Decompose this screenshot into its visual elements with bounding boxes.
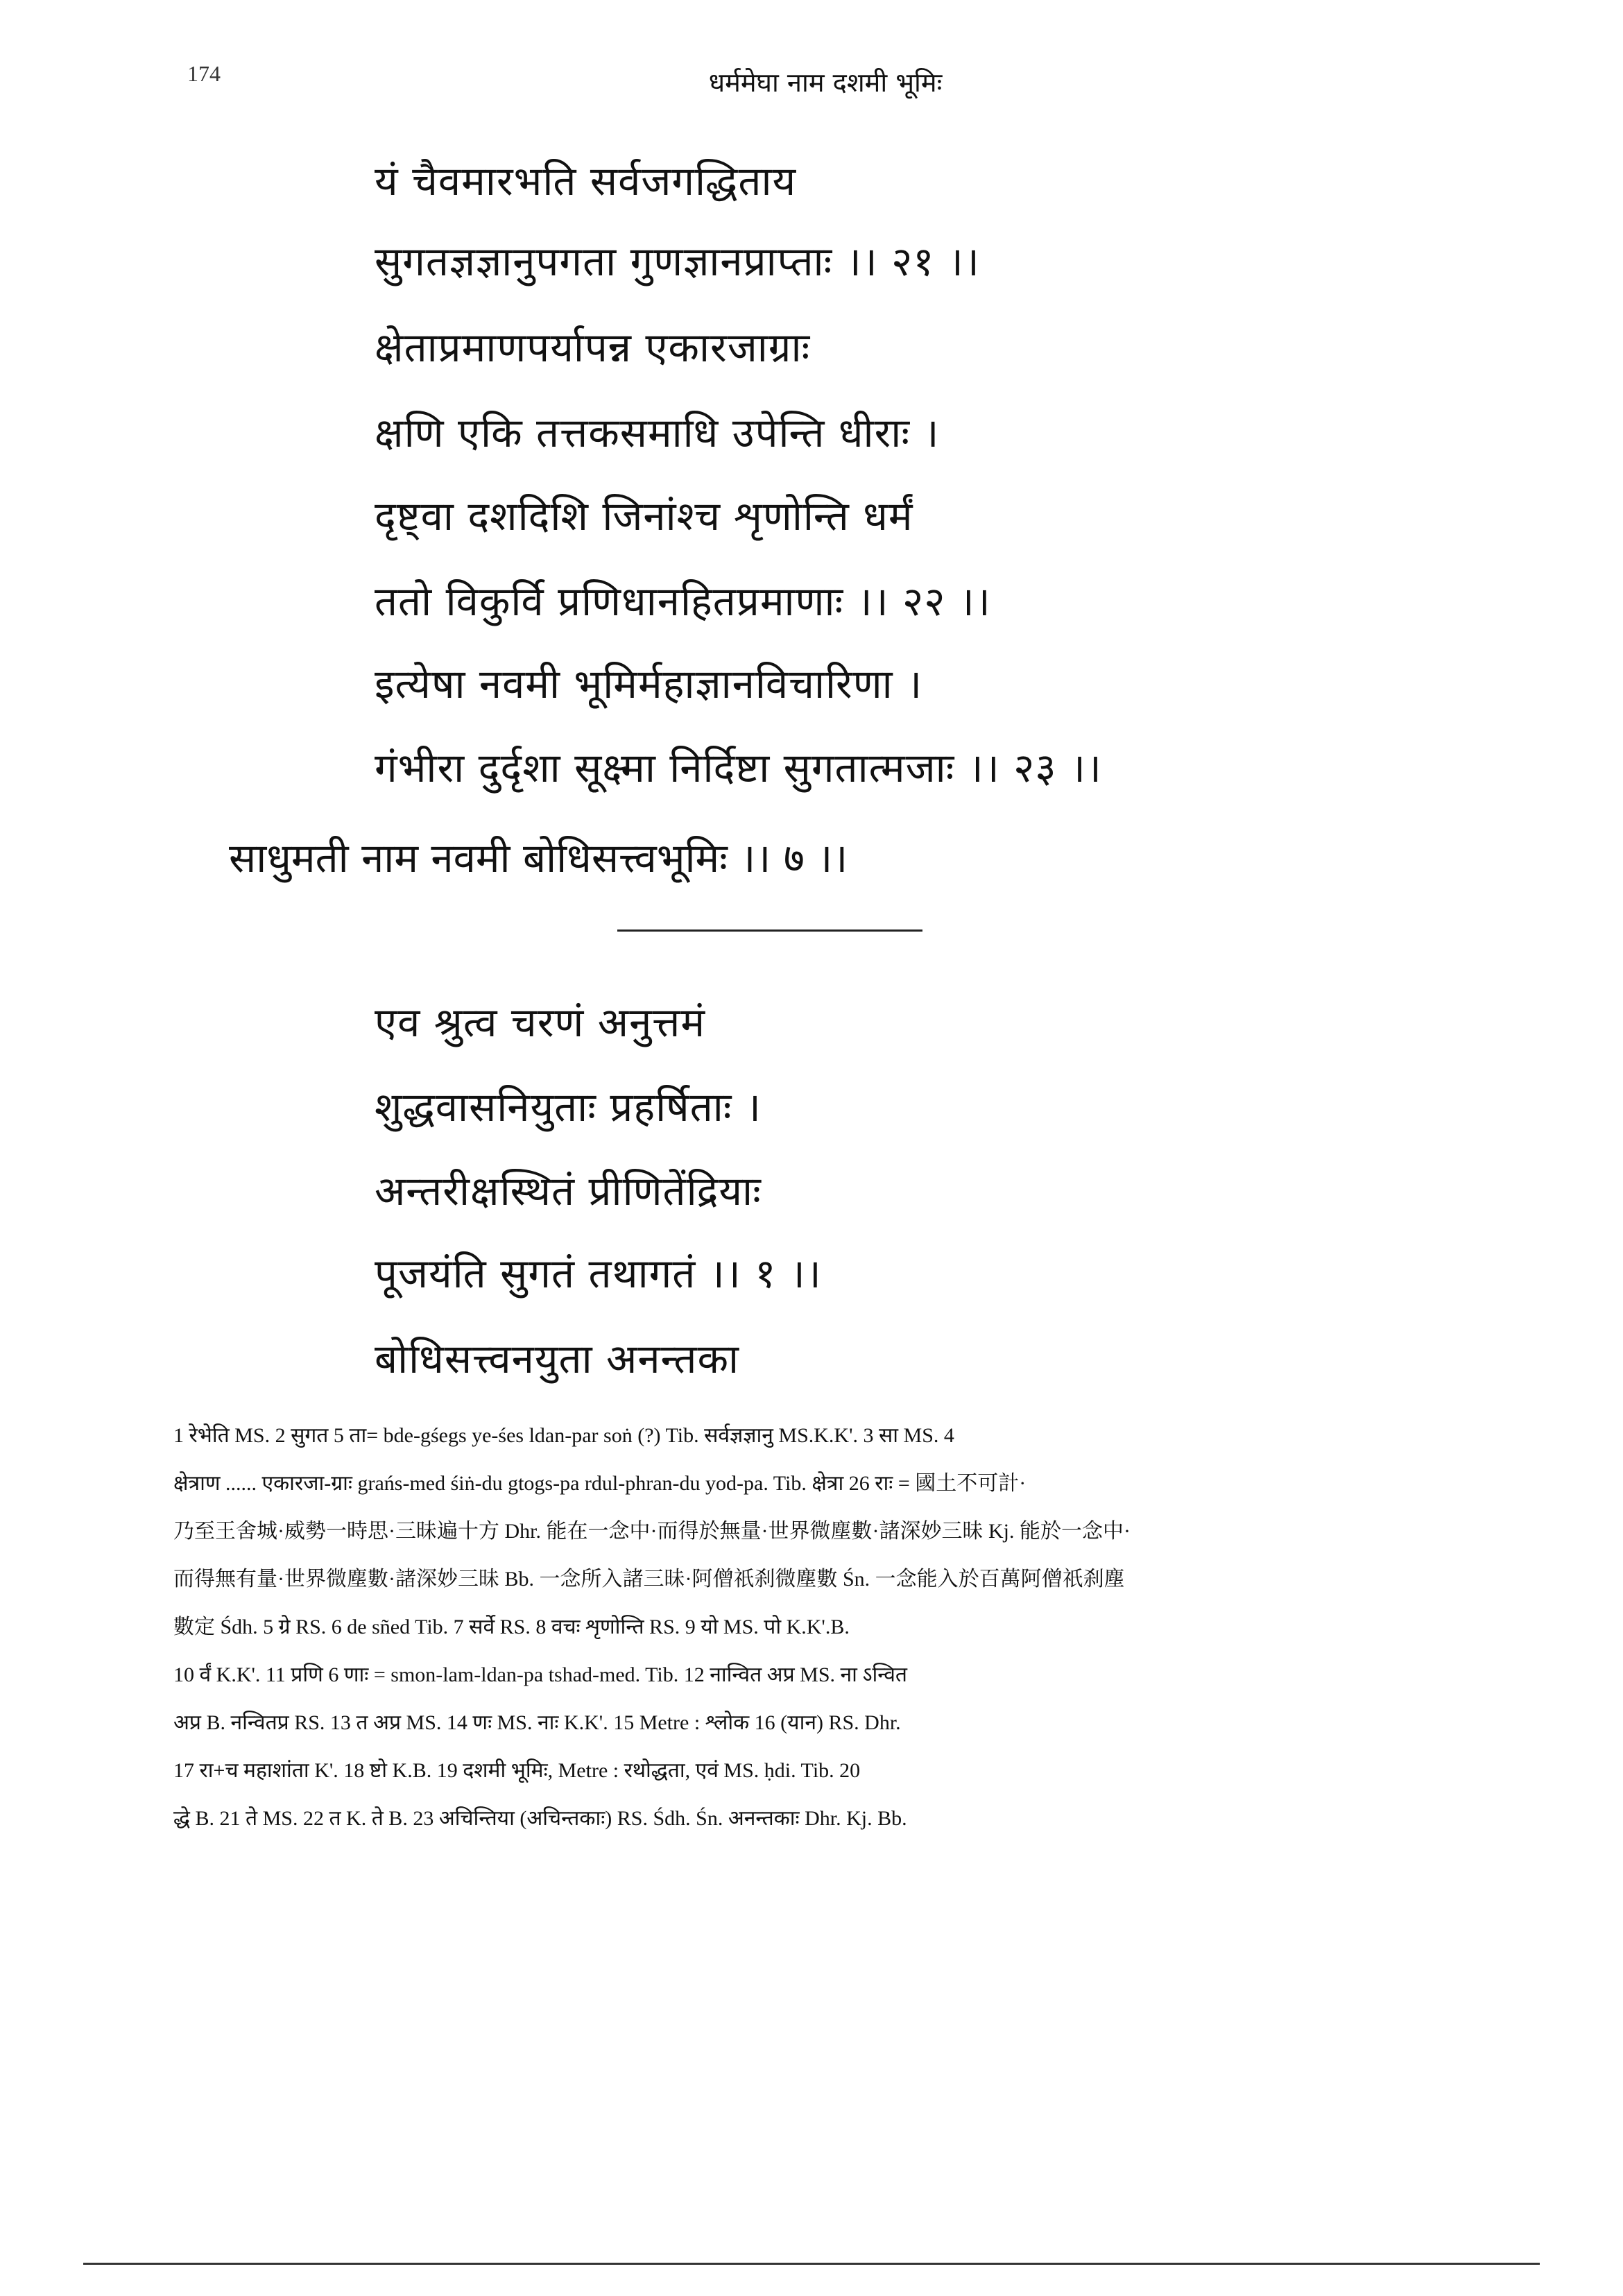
verse-line: यं चैवमारभति सर्वजगद्धिताय: [375, 157, 797, 205]
footnotes: [173, 1412, 1380, 1842]
verse-line: एव श्रुत्व चरणं अनुत्तमं: [375, 999, 706, 1046]
verse-line: ततो विकुर्वि प्रणिधानहितप्रमाणाः ।। २२ ।।: [375, 578, 991, 625]
footnote-line: 乃至王舍城·威勢一時思·三昧遍十方 Dhr. 能在一念中·而得於無量·世界微塵數·諸深妙三昧 Kj. 能於一念中·: [173, 1520, 1131, 1543]
footnote-line: 17 रा+च महाशांता K'. 18 ष्टो K.B. 19 दशमी भूमिः, Metre : रथोद्धता, एवं MS. ḥdi. Tib. 20: [173, 1759, 861, 1782]
page-number: 174: [187, 61, 221, 86]
verse-line: पूजयंति सुगतं तथागतं ।। १ ।।: [375, 1250, 822, 1297]
verse-line: सुगतज्ञज्ञानुपगता गुणज्ञानप्राप्ताः ।। २१ ।।: [375, 238, 980, 285]
bottom-edge-line: [83, 2263, 1540, 2265]
section-divider: [617, 929, 922, 932]
verse-line: क्षेताप्रमाणपर्यापन्न एकारजाग्राः: [375, 324, 811, 371]
verse-line: गंभीरा दुर्दृशा सूक्ष्मा निर्दिष्टा सुगतात्मजाः ।। २३ ।।: [375, 744, 1102, 791]
verse-line: क्षणि एकि तत्तकसमाधि उपेन्ति धीराः ।: [375, 409, 940, 456]
verse-line: शुद्धवासनियुताः प्रहर्षिताः ।: [375, 1083, 762, 1131]
running-head: धर्ममेघा नाम दशमी भूमिः: [708, 67, 943, 98]
footnote-line: 而得無有量·世界微塵數·諸深妙三昧 Bb. 一念所入諸三昧·阿僧祇刹微塵數 Śn. 一念能入於百萬阿僧祇刹塵: [173, 1568, 1125, 1591]
footnote-line: 1 रेभेति MS. 2 सुगत 5 ता= bde-gśegs ye-śes ldan-par soṅ (?) Tib. सर्वज्ञज्ञानु MS.K.K'. 3 सा MS. 4: [173, 1424, 954, 1447]
footnote-line: 數定 Śdh. 5 ग्रे RS. 6 de sñed Tib. 7 सर्वे RS. 8 वचः शृणोन्ति RS. 9 यो MS. पो K.K'.B.: [173, 1616, 850, 1638]
chapter-colophon: साधुमती नाम नवमी बोधिसत्त्वभूमिः ।। ७ ।।: [229, 834, 848, 882]
verse-line: अन्तरीक्षस्थितं प्रीणितेंद्रियाः: [375, 1167, 762, 1215]
footnote-line: 10 र्वं K.K'. 11 प्रणि 6 णाः = smon-lam-ldan-pa tshad-med. Tib. 12 नान्वित अप्र MS. ना ऽन्वित: [173, 1663, 907, 1686]
footnote-line: द्धे B. 21 ते MS. 22 त K. ते B. 23 अचिन्तिया (अचिन्तकाः) RS. Śdh. Śn. अनन्तकाः Dhr. Kj. Bb.: [173, 1807, 907, 1830]
verse-line: बोधिसत्त्वनयुता अनन्तका: [375, 1335, 740, 1382]
verse-line: इत्येषा नवमी भूमिर्महाज्ञानविचारिणा ।: [375, 660, 923, 708]
footnote-line: क्षेत्राण ...... एकारजा-ग्राः grańs-med śiṅ-du gtogs-pa rdul-phran-du yod-pa. Tib. क्षेत्रा 26 राः = 國土不可計·: [173, 1472, 1027, 1495]
verse-line: दृष्ट्वा दशदिशि जिनांश्च शृणोन्ति धर्मं: [375, 492, 913, 540]
footnote-line: अप्र B. नन्वितप्र RS. 13 त अप्र MS. 14 णः MS. नाः K.K'. 15 Metre : श्लोक 16 (यान) RS. Dhr.: [173, 1711, 901, 1734]
